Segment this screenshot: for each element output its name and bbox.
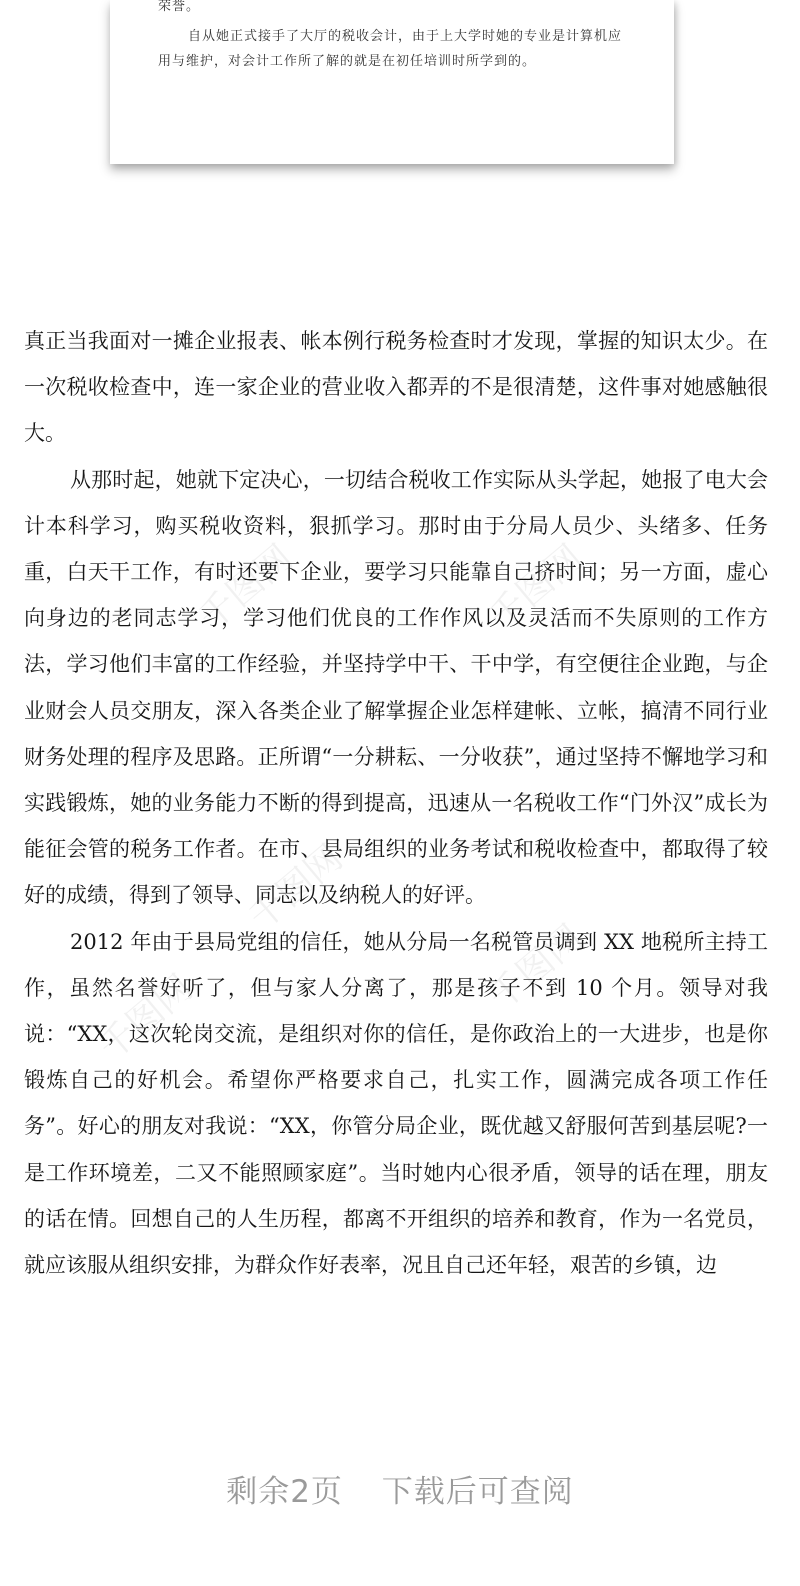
document-preview-card xyxy=(110,0,674,164)
remaining-pages-label: 剩余2页 xyxy=(226,1474,343,1510)
paragraph-3: 2012 年由于县局党组的信任，她从分局一名税管员调到 XX 地税所主持工作，虽然名誉好听了，但与家人分离了，那是孩子不到 10 个月。领导对我说：“XX，这次轮岗交流，是组织对你的信任，是你政治上的一大进步，也是你锻炼自己的好机会。希望你严格要求自己，扎实工作，圆满完成各项工作任务”。好心的朋友对我说：“XX，你管分局企业，既优越又舒服何苦到基层呢?一是工作环境差，二又不能照顾家庭”。当时她内心很矛盾，领导的话在理，朋友的话在情。回想自己的人生历程，都离不开组织的培养和教育，作为一名党员，就应该服从组织安排，为群众作好表率，况且自己还年轻，艰苦的乡镇，边 xyxy=(24,929,768,1278)
document-body xyxy=(24,318,768,1288)
paragraph-1: 真正当我面对一摊企业报表、帐本例行税务检查时才发现，掌握的知识太少。在一次税收检查中，连一家企业的营业收入都弄的不是很清楚，这件事对她感触很大。 xyxy=(24,329,768,446)
card-text-line-1: 荣誉。 xyxy=(158,0,201,14)
watermark: 千图网 xyxy=(91,967,201,1069)
watermark: 千图网 xyxy=(241,837,351,939)
paragraph-2: 从那时起，她就下定决心，一切结合税收工作实际从头学起，她报了电大会计本科学习，购买税收资料，狠抓学习。那时由于分局人员少、头绪多、任务重，白天干工作，有时还要下企业，要学习只能靠自己挤时间；另一方面，虚心向身边的老同志学习，学习他们优良的工作作风以及灵活而不失原则的工作方法，学习他们丰富的工作经验，并坚持学中干、干中学，有空便往企业跑，与企业财会人员交朋友，深入各类企业了解掌握企业怎样建帐、立帐，搞清不同行业财务处理的程序及思路。正所谓“一分耕耘、一分收获”，通过坚持不懈地学习和实践锻炼，她的业务能力不断的得到提高，迅速从一名税收工作“门外汉”成长为能征会管的税务工作者。在市、县局组织的业务考试和税收检查中，都取得了较好的成绩，得到了领导、同志以及纳税人的好评。 xyxy=(24,467,768,908)
download-to-view-link[interactable]: 下载后可查阅 xyxy=(381,1474,574,1510)
download-prompt[interactable] xyxy=(0,1466,800,1511)
card-text-paragraph: 自从她正式接手了大厅的税收会计，由于上大学时她的专业是计算机应用与维护，对会计工作所了解的就是在初任培训时所学到的。 xyxy=(158,29,623,69)
watermark: 千图网 xyxy=(481,537,591,639)
watermark: 千图网 xyxy=(191,537,301,639)
watermark: 千图网 xyxy=(481,917,591,1019)
